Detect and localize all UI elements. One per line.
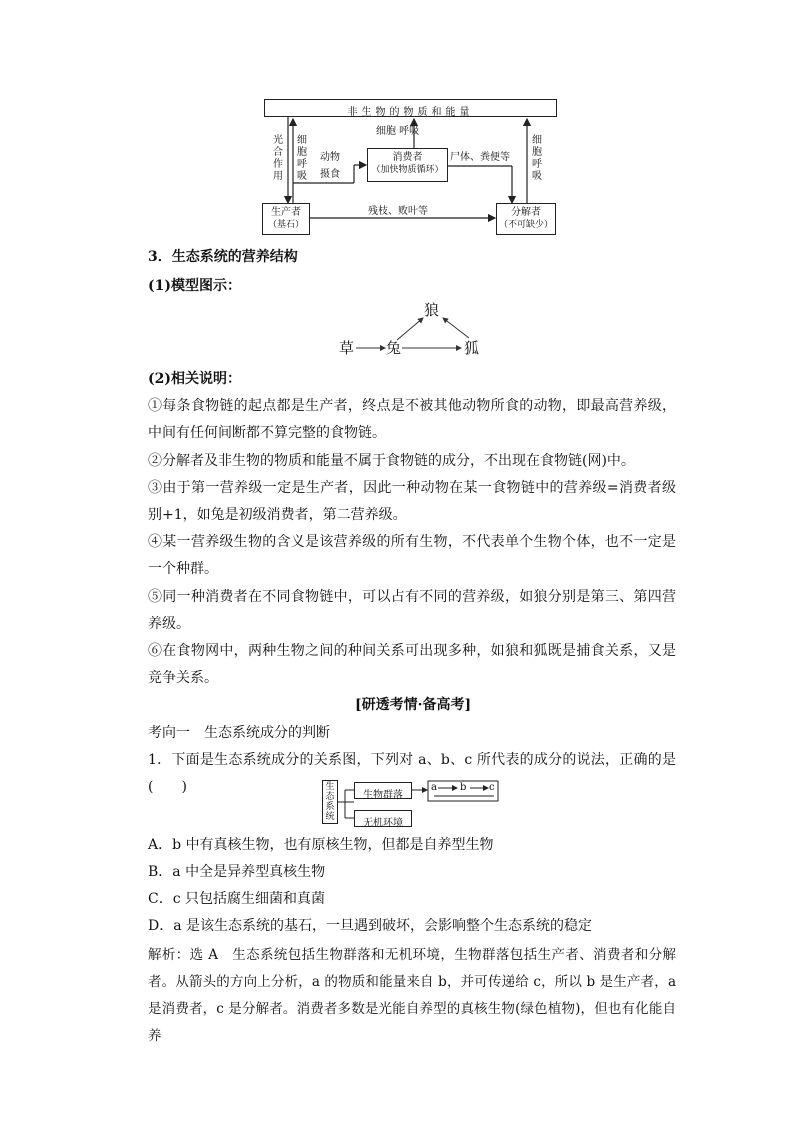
note-item-5: ⑤同一种消费者在不同食物链中，可以占有不同的营养级，如狼分别是第三、第四营养级。 [148,589,676,632]
model-subtitle: (1)模型图示： [148,278,241,294]
note-item-1: ①每条食物链的起点都是生产者，终点是不被其他动物所食的动物，即最高营养级，中间有任何间断都不算完整的食物链。 [148,398,676,441]
node-grass: 草 [339,339,355,357]
corpse-label: 尸体、粪便等 [450,152,510,163]
option-c: C．c 只包括腐生细菌和真菌 [148,891,326,907]
community-box [354,782,412,799]
environment-box [354,810,412,827]
note-item-4: ④某一营养级生物的含义是该营养级的所有生物，不代表单个生物个体，也不一定是一个种群。 [148,534,676,577]
notes-subtitle: (2)相关说明： [148,371,241,387]
question-text: 1．下面是生态系统成分的关系图，下列对 a、b、c 所代表的成分的说法，正确的是( ) [148,752,676,795]
decomposer-note: （不可缺少） [498,220,553,230]
note-item-3: ③由于第一营养级一定是生产者，因此一种动物在某一食物链中的营养级=消费者级别+1，如兔是初级消费者，第二营养级。 [148,480,676,523]
node-wolf: 狼 [424,301,440,319]
decomposer-label: 分解者 [511,207,541,218]
respiration-mid-label: 细胞 呼吸 [376,126,420,137]
ecosystem-label: 生态系统 [325,782,335,822]
respiration-right-label: 细胞呼吸 [532,135,542,182]
section-title: 3．生态系统的营养结构 [148,249,298,265]
eating-label-2: 摄食 [320,169,340,180]
ecosystem-box [322,780,338,824]
label-a: a [431,782,437,793]
eating-label-1: 动物 [320,152,340,163]
photosynthesis-label: 光合作用 [273,135,283,182]
debris-label: 残枝、败叶等 [368,206,428,217]
option-d: D．a 是该生态系统的基石，一旦遇到破坏，会影响整个生态系统的稳定 [148,918,593,934]
exam-direction: 考向一 生态系统成分的判断 [148,725,330,741]
option-b: B．a 中全是异养型真核生物 [148,864,326,880]
consumer-label: 消费者 [392,152,423,163]
node-rabbit: 兔 [386,339,402,357]
label-b: b [460,782,467,793]
abiotic-label: 非生物的物质和能量 [347,107,474,118]
analysis-text: 解析：选 A 生态系统包括生物群落和无机环境，生物群落包括生产者、消费者和分解者。从箭头的方向上分析，a 的物质和能量来自 b，并可传递给 c，所以 b 是生产者，a 是消费者，c 是分解者。消费者多数是光能自养型的真核生物(绿色植物)，但也有化能自养 [148,947,676,1044]
note-item-6: ⑥在食物网中，两种生物之间的种间关系可出现多种，如狼和狐既是捕食关系，又是竞争关系。 [148,643,676,686]
node-fox: 狐 [464,339,480,357]
community-label: 生物群落 [363,790,403,801]
respiration-left-label: 细胞呼吸 [297,135,307,182]
environment-label: 无机环境 [363,818,403,829]
consumer-note: （加快物质循环） [371,165,444,175]
exam-heading: [研透考情·备高考] [355,697,472,713]
producer-note: （基石） [267,220,304,230]
label-c: c [489,782,495,793]
note-item-2: ②分解者及非生物的物质和能量不属于食物链的成分，不出现在食物链(网)中。 [148,453,635,469]
option-a: A．b 中有真核生物，也有原核生物，但都是自养型生物 [148,837,494,853]
producer-label: 生产者 [271,207,301,218]
